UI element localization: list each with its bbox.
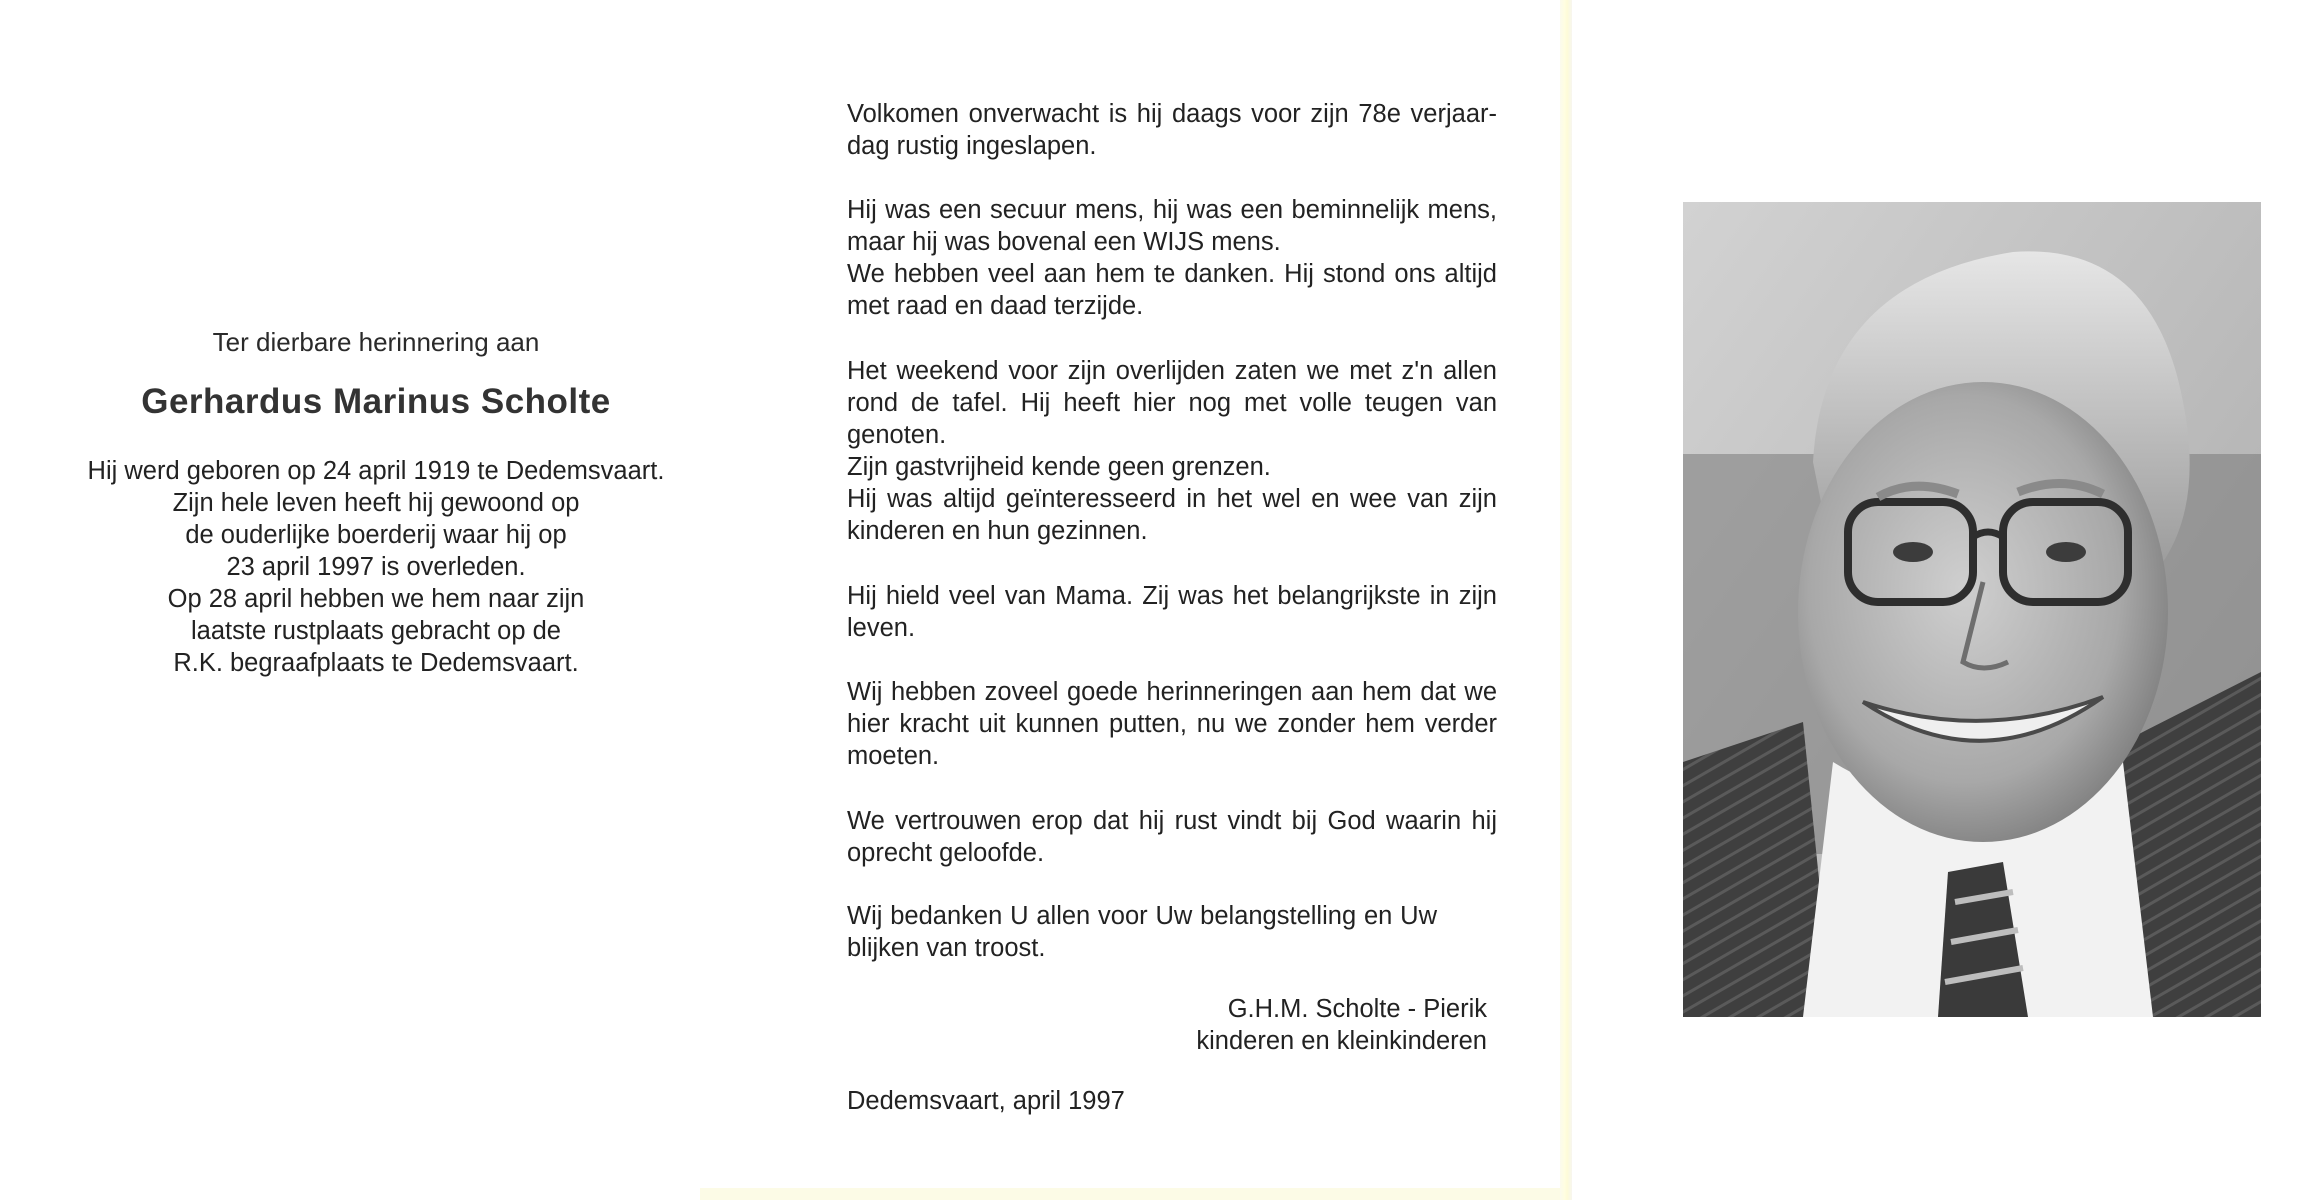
text-line: blijken van troost. [847, 934, 1046, 962]
bio-line: Zijn hele leven heeft hij gewoond op [172, 489, 580, 517]
deceased-name: Gerhardus Marinus Scholte [141, 382, 611, 421]
bio-line: de ouderlijke boerderij waar hij op [185, 521, 567, 549]
text-line: rond de tafel. Hij heeft hier nog met volle teugen van [847, 389, 1497, 417]
bio-line: 23 april 1997 is overleden. [226, 553, 526, 581]
text-line: Hij hield veel van Mama. Zij was het belangrijkste in zijn [847, 582, 1497, 610]
intro-text: Ter dierbare herinnering aan [212, 327, 540, 357]
text-line: Het weekend voor zijn overlijden zaten we met z'n allen [847, 357, 1497, 385]
text-line: Hij was een secuur mens, hij was een beminnelijk mens, [847, 196, 1497, 224]
text-line: dag rustig ingeslapen. [847, 132, 1097, 160]
paragraph-1 [847, 98, 1497, 162]
bio-line: laatste rustplaats gebracht op de [191, 617, 561, 645]
text-line: kinderen en hun gezinnen. [847, 517, 1148, 545]
paragraph-5 [847, 676, 1497, 772]
bio-line: R.K. begraafplaats te Dedemsvaart. [173, 649, 579, 677]
fold-line [1560, 0, 1572, 1200]
portrait-photo [1683, 202, 2261, 1017]
text-line: leven. [847, 614, 916, 642]
text-line: Wij hebben zoveel goede herinneringen aan hem dat we [847, 678, 1497, 706]
text-line: We vertrouwen erop dat hij rust vindt bij God waarin hij [847, 807, 1497, 835]
text-line: genoten. [847, 421, 947, 449]
bio-line: Op 28 april hebben we hem naar zijn [167, 585, 585, 613]
text-line: Hij was altijd geïnteresseerd in het wel en wee van zijn [847, 485, 1497, 513]
place-date: Dedemsvaart, april 1997 [847, 1087, 1125, 1115]
paragraph-7 [847, 900, 1497, 964]
paragraph-2 [847, 194, 1497, 322]
paragraph-6 [847, 805, 1497, 869]
text-line: moeten. [847, 742, 940, 770]
text-line: We hebben veel aan hem te danken. Hij stond ons altijd [847, 260, 1497, 288]
text-line: oprecht geloofde. [847, 839, 1045, 867]
signature-family: kinderen en kleinkinderen [1196, 1027, 1487, 1055]
paper-edge [700, 1188, 1560, 1200]
bio-line: Hij werd geboren op 24 april 1919 te Dedemsvaart. [87, 457, 665, 485]
paragraph-3 [847, 355, 1497, 547]
biography [0, 455, 752, 679]
text-line: Volkomen onverwacht is hij daags voor zijn 78e verjaar- [847, 100, 1497, 128]
text-line: Zijn gastvrijheid kende geen grenzen. [847, 453, 1271, 481]
paragraph-4 [847, 580, 1497, 644]
portrait-icon [1683, 202, 2261, 1017]
text-line: met raad en daad terzijde. [847, 292, 1144, 320]
text-line: hier kracht uit kunnen putten, nu we zonder hem verder [847, 710, 1497, 738]
signature-names: G.H.M. Scholte - Pierik [1227, 995, 1487, 1023]
text-line: maar hij was bovenal een WIJS mens. [847, 228, 1281, 256]
text-line: Wij bedanken U allen voor Uw belangstelling en Uw [847, 902, 1437, 930]
